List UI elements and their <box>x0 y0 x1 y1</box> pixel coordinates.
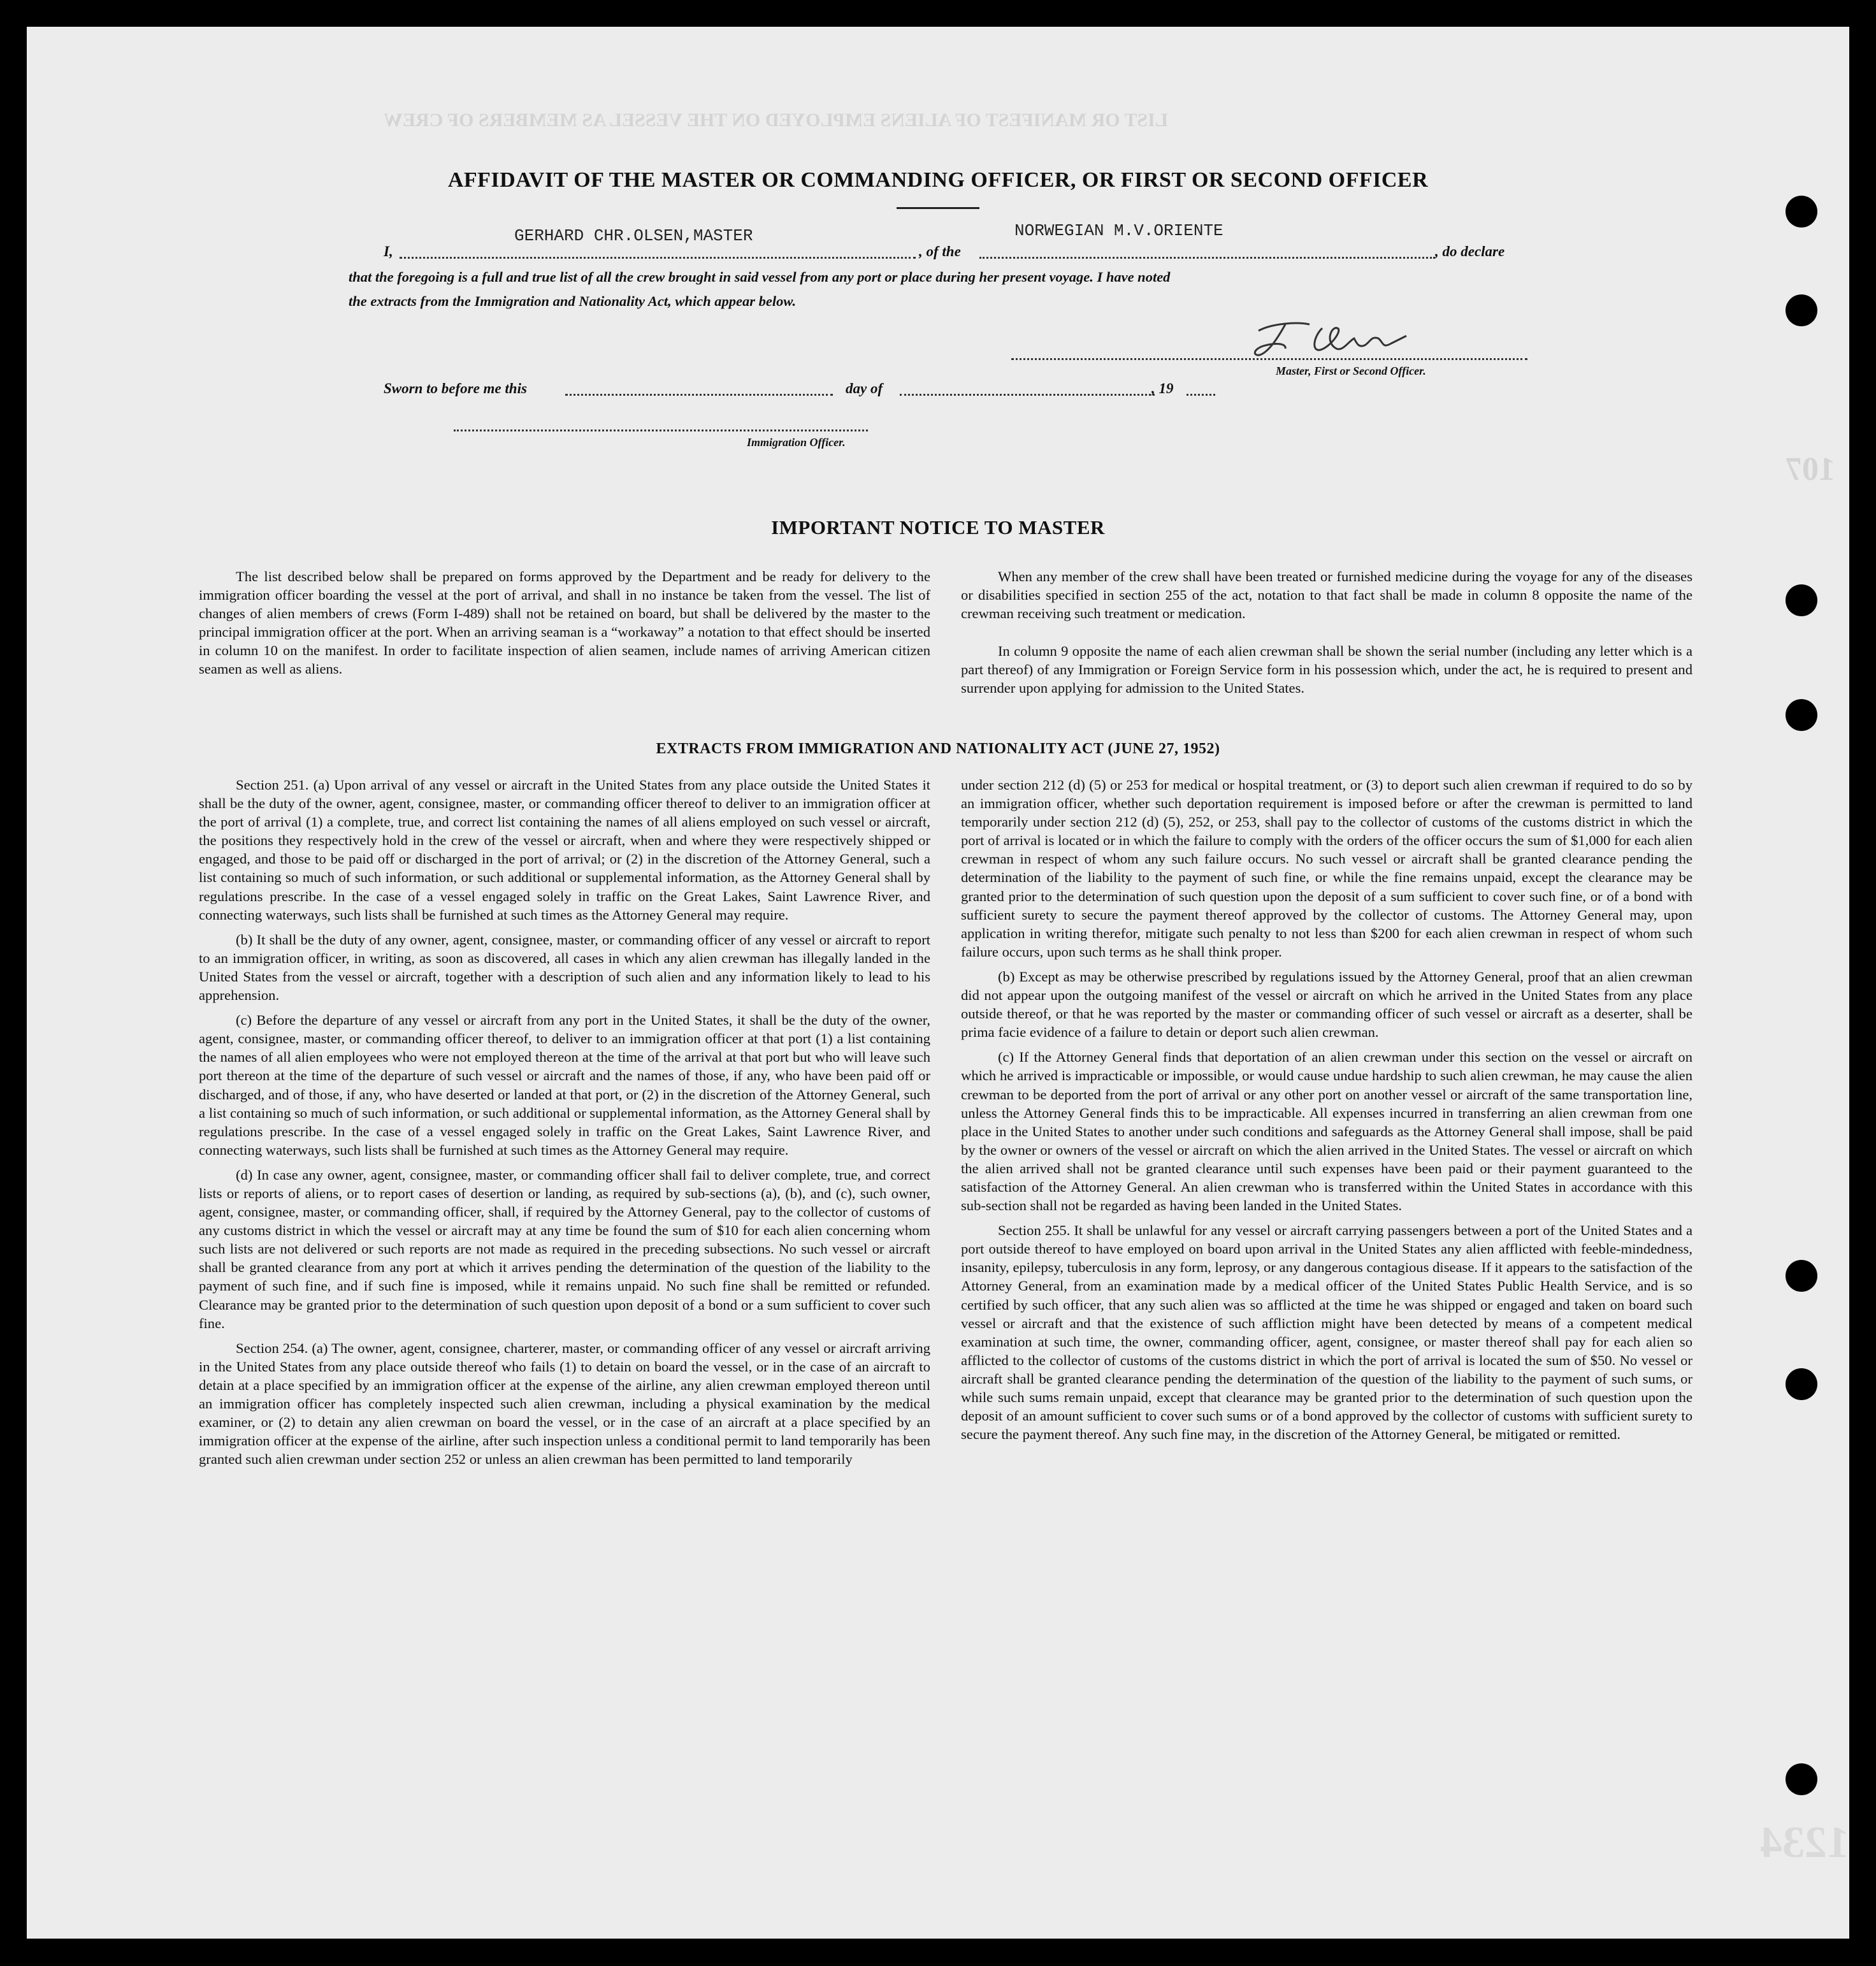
section-251-d: (d) In case any owner, agent, consignee, master, or commanding officer shall fail to deliver complete, true, and correct lists or reports of aliens, or to report cases of desertion or landing, as required by sub-sections (a), (b), and (c), such owner, agent, consignee, master, or commanding officer, shall, if required by the Attorney General, pay to the collector of customs of any customs district in which the vessel or aircraft may at any time be found the sum of $10 for each alien concerning whom such lists are not delivered or such reports are not made as required in the preceding subsections. No such vessel or aircraft shall be granted clearance from any port at which it arrives pending the determination of the question of the liability to the payment of such fine, and if such fine is imposed, while it remains unpaid. No such fine shall be remitted or refunded. Clearance may be granted prior to the determination of such question upon deposit of a bond or a sum sufficient to cover such fine. <box>199 1166 930 1331</box>
extracts-right-column <box>961 776 1692 1443</box>
punch-hole <box>1786 294 1817 326</box>
punch-hole <box>1786 1763 1817 1795</box>
section-251-a: Section 251. (a) Upon arrival of any vessel or aircraft in the United States from any place outside the United States it shall be the duty of the owner, agent, consignee, master, or commanding officer thereof to deliver to an immigration officer at the port of arrival (1) a complete, true, and correct list containing the names of all aliens employed on such vessel or aircraft, the positions they respectively hold in the crew of the vessel or aircraft, when and where they were respectively shipped or engaged, and those to be paid off or discharged in the port of arrival; or (2) in the discretion of the Attorney General, such a list containing so much of such information, or such additional or supplemental information, as the Attorney General shall by regulations prescribe. In the case of a vessel engaged solely in traffic on the Great Lakes, Saint Lawrence River, and connecting waterways, such lists shall be furnished at such times as the Attorney General may require. <box>199 777 930 923</box>
section-255: Section 255. It shall be unlawful for any vessel or aircraft carrying passengers between a port of the United States and a port outside thereof to have employed on board upon arrival in the United States any alien afflicted with feeble-mindedness, insanity, epilepsy, tuberculosis in any form, leprosy, or any dangerous contagious disease. If it appears to the satisfaction of the Attorney General, from an examination made by a medical officer of the United States Public Health Service, and is so certified by such officer, that any such alien was so afflicted at the time he was shipped or engaged and taken on board such vessel or aircraft and that the existence of such affliction might have been detected by means of a competent medical examination at such time, the owner, commanding officer, agent, consignee, or master thereof shall pay for each alien so afflicted to the collector of customs of the customs district in which the port of arrival is located the sum of $50. No vessel or aircraft shall be granted clearance pending the determination of the question of the liability to the payment of such sums, or while such sums remain unpaid, except that clearance may be granted prior to the determination of such question upon the deposit of an amount sufficient to cover such sums or of a bond approved by the collector of customs with sufficient surety to secure the payment thereof. Any such fine may, in the discretion of the Attorney General, be mitigated or remitted. <box>961 1222 1692 1443</box>
section-254-c: (c) If the Attorney General finds that deportation of an alien crewman under this section on the vessel or aircraft on which he arrived is impracticable or impossible, or would cause undue hardship to such alien crewman, he may cause the alien crewman to be deported from the port of arrival or any other port on another vessel or aircraft of the same transportation line, unless the Attorney General finds this to be impracticable. All expenses incurred in transferring an alien crewman from one place in the United States to another under such conditions and safeguards as the Attorney General shall impose, shall be paid by the owner or owners of the vessel or aircraft on which the alien arrived in the United States. The vessel or aircraft on which the alien arrived shall not be granted clearance until such expenses have been paid or their payment guaranteed to the satisfaction of the Attorney General. An alien crewman who is transferred within the United States in accordance with this sub-section shall not be regarded as having been landed in the United States. <box>961 1049 1692 1214</box>
affidavit-title: AFFIDAVIT OF THE MASTER OR COMMANDING OFFICER, OR FIRST OR SECOND OFFICER <box>447 168 1429 192</box>
punch-hole <box>1786 1368 1817 1400</box>
officer-caption: Immigration Officer. <box>747 436 846 449</box>
sworn-day-line <box>565 394 833 396</box>
extracts-left-column <box>199 776 930 1468</box>
year-label: , 19 <box>1151 380 1174 396</box>
section-251-b: (b) It shall be the duty of any owner, agent, consignee, master, or commanding officer of any vessel or aircraft to report to an immigration officer, in writing, as soon as discovered, all cases in which any alien crewman has illegally landed in the United States from the vessel or aircraft, together with a description of such alien and any information likely to lead to his apprehension. <box>199 931 930 1004</box>
signature-line <box>1011 358 1527 360</box>
section-254-a-continued: under section 212 (d) (5) or 253 for medical or hospital treatment, or (3) to deport such alien crewman if required to do so by an immigration officer, whether such deportation requirement is imposed before or after the crewman is permitted to land temporarily under section 212 (d) (5), 252, or 253, shall pay to the collector of customs of the customs district in which the port of arrival is located or in which the failure to comply with the orders of the officer occurs the sum of $1,000 for each alien crewman in respect of whom any such failure occurs. No such vessel or aircraft shall be granted clearance pending the determination of the liability to the payment of such fine, or while the fine remains unpaid, except the clearance may be granted prior to the determination of such question upon the deposit of a sum sufficient to cover such fine, or of a bond with sufficient surety to secure the payment thereof approved by the collector of customs. The Attorney General may, upon application in writing therefor, mitigate such penalty to not less than $200 for each alien crewman in respect of whom such failure occurs, upon such terms as he shall think proper. <box>961 777 1692 960</box>
bleed-through-stamp: 1234 <box>1760 1818 1849 1867</box>
section-254-a: Section 254. (a) The owner, agent, consignee, charterer, master, or commanding officer of any vessel or aircraft arriving in the United States from any place outside thereof who fails (1) to detain on board the vessel, or in the case of an aircraft to detain at a place specified by an immigration officer at the expense of the airline, any alien crewman employed thereon until an immigration officer has completely inspected such alien crewman, including a physical examination by the medical examiner, or (2) to detain any alien crewman on board the vessel, or in the case of an aircraft at a place specified by an immigration officer at the expense of the airline, after such inspection unless a conditional permit to land temporarily has been granted such alien crewman under section 252 or unless an alien crewman has been permitted to land temporarily <box>199 1340 930 1468</box>
signature-caption: Master, First or Second Officer. <box>1276 365 1426 377</box>
master-signature <box>1247 317 1413 368</box>
day-of-label: day of <box>846 380 883 396</box>
punch-hole <box>1786 1260 1817 1292</box>
officer-signature-line <box>454 430 868 431</box>
document-page <box>27 27 1849 1939</box>
notice-right-paragraph-2: In column 9 opposite the name of each alien crewman shall be shown the serial number (including any letter which is a part thereof) of any Immigration or Foreign Service form in his possession which, under the act, he is required to present and surrender upon applying for admission to the United States. <box>961 643 1692 697</box>
punch-hole <box>1786 699 1817 731</box>
extracts-title: EXTRACTS FROM IMMIGRATION AND NATIONALITY ACT (JUNE 27, 1952) <box>656 741 1220 757</box>
punch-hole <box>1786 196 1817 228</box>
of-the-label: , of the <box>919 243 961 259</box>
section-251-c: (c) Before the departure of any vessel or aircraft from any port in the United States, it shall be the duty of the owner, agent, consignee, master, or commanding officer thereof, to deliver to an immigration officer at that port (1) a list containing the names of all alien employees who were not employed thereon at the time of the arrival at that port but who will leave such port thereon at the time of the departure of such vessel or aircraft and the names of those, if any, who have been paid off or discharged, and of those, if any, who have deserted or landed at that port, or (2) in the discretion of the Attorney General, such a list containing so much of such information, or such additional or supplemental information, as the Attorney General shall by regulations prescribe. In the case of a vessel engaged solely in traffic on the Great Lakes, Saint Lawrence River, and connecting waterways, such lists shall be furnished at such times as the Attorney General may require. <box>199 1012 930 1158</box>
declarant-line <box>400 257 916 259</box>
notice-right-paragraph-1: When any member of the crew shall have been treated or furnished medicine during the voyage for any of the diseases or disabilities specified in section 255 of the act, notation to that fact shall be made in column 8 opposite the name of the crewman receiving such treatment or medication. <box>961 568 1692 622</box>
bleed-through-number: 107 <box>1786 451 1835 488</box>
notice-title: IMPORTANT NOTICE TO MASTER <box>771 516 1105 538</box>
punch-hole <box>1786 584 1817 616</box>
statement-line-1: that the foregoing is a full and true list of all the crew brought in said vessel from any port or place during her present voyage. I have noted <box>349 269 1171 285</box>
declarant-name: GERHARD CHR.OLSEN,MASTER <box>514 226 753 245</box>
sworn-label: Sworn to before me this <box>384 380 527 396</box>
vessel-name: NORWEGIAN M.V.ORIENTE <box>1014 221 1223 240</box>
bleed-through-heading: LIST OR MANIFEST OF ALIENS EMPLOYED ON THE VESSEL AS MEMBERS OF CREW <box>384 110 1168 131</box>
title-rule <box>897 207 979 209</box>
section-254-b: (b) Except as may be otherwise prescribed by regulations issued by the Attorney General, proof that an alien crewman did not appear upon the outgoing manifest of the vessel or aircraft on which he arrived in the United States from any place outside thereof, or that he was reported by the master or commanding officer of such vessel or aircraft as a deserter, shall be prima facie evidence of a failure to detain or deport such alien crewman. <box>961 968 1692 1041</box>
sworn-year-line <box>1187 394 1215 396</box>
declare-label: , do declare <box>1435 243 1505 259</box>
notice-left-paragraph: The list described below shall be prepared on forms approved by the Department and be ready for delivery to the immigration officer boarding the vessel at the port of arrival, and shall in no instance be taken from the vessel. The list of changes of alien members of crews (Form I-489) shall not be retained on board, but shall be delivered by the master to the principal immigration officer at the port. When an arriving seaman is a “workaway” a notation to that effect should be inserted in column 10 on the manifest. In order to facilitate inspection of alien seamen, include names of arriving American citizen seamen as well as aliens. <box>199 568 930 677</box>
statement-line-2: the extracts from the Immigration and Nationality Act, which appear below. <box>349 293 797 309</box>
sworn-month-line <box>900 394 1155 396</box>
vessel-line <box>979 257 1435 259</box>
i-label: I, <box>384 243 393 259</box>
